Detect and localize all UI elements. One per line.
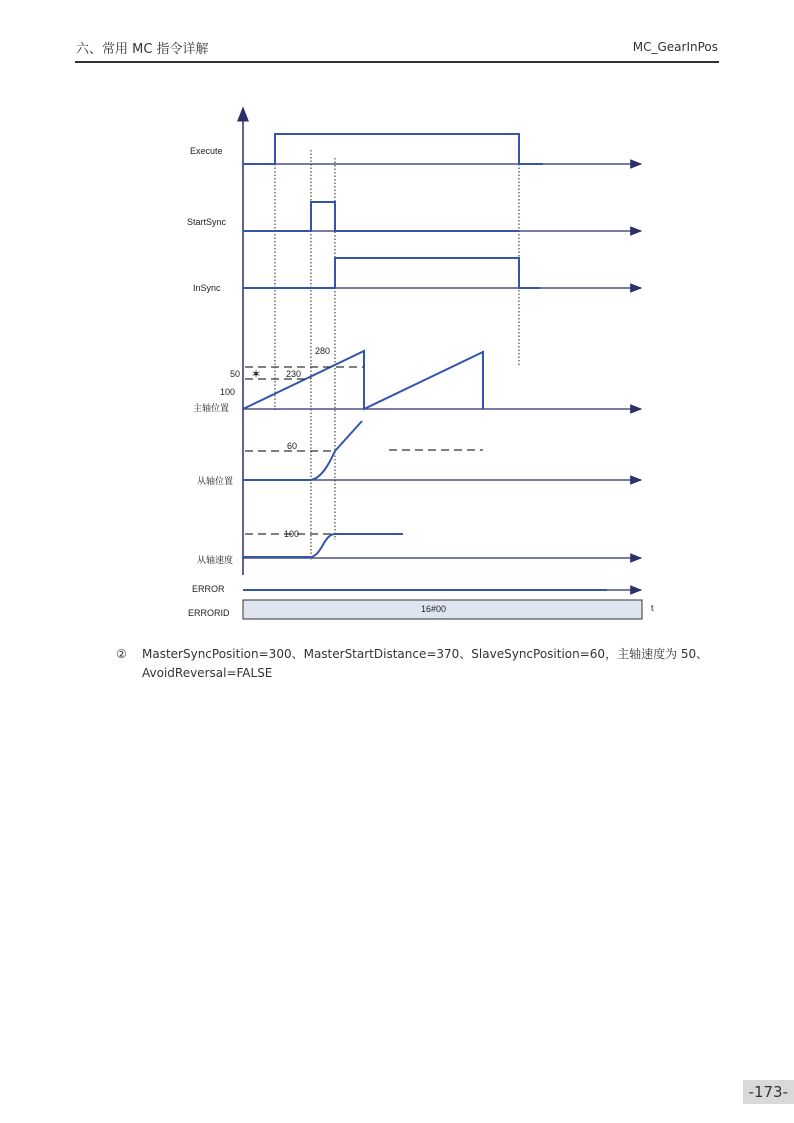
label-slave-position: 从轴位置: [197, 476, 234, 486]
chapter-title: 六、常用 MC 指令详解: [76, 42, 209, 57]
startsync-signal: [243, 202, 519, 231]
value-100: 100: [220, 387, 236, 397]
label-errorid: ERRORID: [188, 608, 230, 618]
label-insync: InSync: [193, 283, 221, 293]
insync-signal: [243, 258, 540, 288]
slave-velocity-signal: [243, 534, 403, 557]
label-execute: Execute: [190, 146, 223, 156]
errorid-value: 16#00: [421, 604, 447, 614]
star-icon: ✶: [251, 367, 262, 381]
note-number: ②: [116, 647, 127, 661]
time-axes: [243, 164, 641, 590]
value-230: 230: [286, 369, 302, 379]
label-slave-velocity: 从轴速度: [197, 555, 234, 565]
function-name: MC_GearInPos: [632, 40, 718, 54]
note-line-1: MasterSyncPosition=300、MasterStartDistance=370、SlaveSyncPosition=60，主轴速度为 50、: [142, 647, 709, 661]
value-100-velocity: 100: [284, 529, 300, 539]
value-50: 50: [230, 369, 241, 379]
label-startsync: StartSync: [187, 217, 227, 227]
label-error: ERROR: [192, 584, 225, 594]
label-master-position: 主轴位置: [193, 403, 230, 413]
execute-signal: [243, 134, 543, 164]
value-60: 60: [287, 441, 298, 451]
time-axis-label: t: [651, 603, 654, 613]
value-280: 280: [315, 346, 331, 356]
parameter-note: [116, 645, 708, 683]
page-number: -173-: [743, 1080, 794, 1104]
note-line-2: AvoidReversal=FALSE: [142, 666, 273, 680]
master-position-signal: [243, 351, 483, 409]
